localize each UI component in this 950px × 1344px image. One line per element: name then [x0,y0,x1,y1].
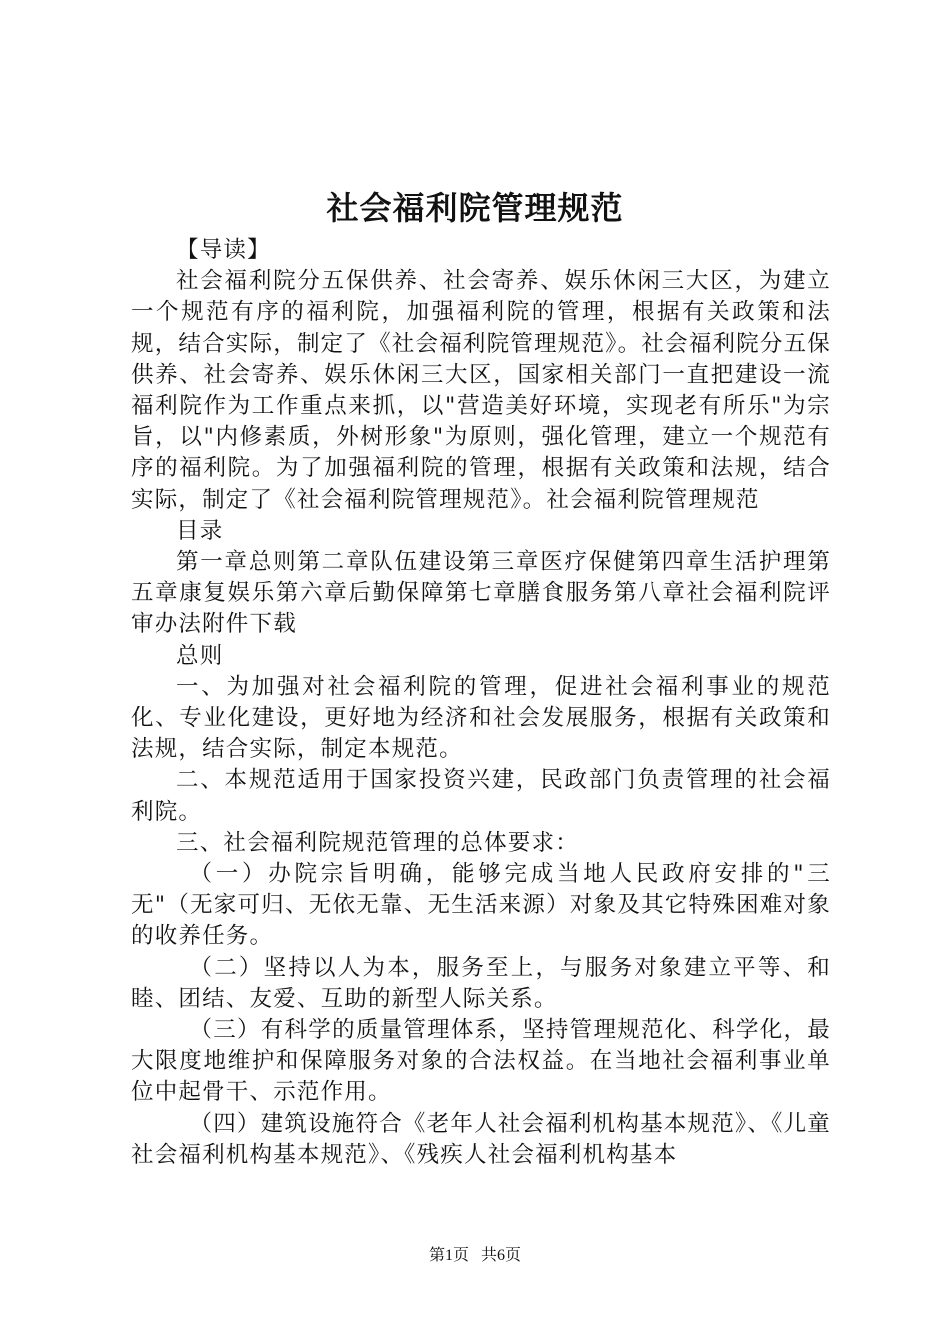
article-paragraph: 一、为加强对社会福利院的管理，促进社会福利事业的规范化、专业化建设，更好地为经济和社会发展服务，根据有关政策和法规，结合实际，制定本规范。 [131,673,831,763]
article-paragraph: 二、本规范适用于国家投资兴建，民政部门负责管理的社会福利院。 [131,767,831,825]
page-total: 共6页 [481,1247,522,1264]
page-footer [0,1246,950,1266]
clause-paragraph: （二）坚持以人为本，服务至上，与服务对象建立平等、和睦、团结、友爱、互助的新型人际关系。 [131,954,831,1012]
article-paragraph: 三、社会福利院规范管理的总体要求： [176,829,579,856]
page-number: 第1页 [428,1247,469,1264]
toc-paragraph: 第一章总则第二章队伍建设第三章医疗保健第四章生活护理第五章康复娱乐第六章后勤保障第七章膳食服务第八章社会福利院评审办法附件下载 [131,549,831,638]
lead-heading: 【导读】 [176,237,271,263]
clause-paragraph: （一）办院宗旨明确，能够完成当地人民政府安排的"三无"（无家可归、无依无靠、无生活来源）对象及其它特殊困难对象的收养任务。 [131,861,831,950]
clause-paragraph: （三）有科学的质量管理体系，坚持管理规范化、科学化，最大限度地维护和保障服务对象的合法权益。在当地社会福利事业单位中起骨干、示范作用。 [131,1017,831,1106]
document-body [131,235,831,1171]
section-heading: 总则 [176,642,224,669]
toc-heading: 目录 [176,517,224,544]
lead-paragraph: 社会福利院分五保供养、社会寄养、娱乐休闲三大区，为建立一个规范有序的福利院，加强福利院的管理，根据有关政策和法规，结合实际，制定了《社会福利院管理规范》。社会福利院分五保供养、社会寄养、娱乐休闲三大区，国家相关部门一直把建设一流福利院作为工作重点来抓，以"营造美好环境，实现老有所乐"为宗旨，以"内修素质，外树形象"为原则，强化管理，建立一个规范有序的福利院。为了加强福利院的管理，根据有关政策和法规，结合实际，制定了《社会福利院管理规范》。社会福利院管理规范 [131,268,831,513]
clause-paragraph: （四）建筑设施符合《老年人社会福利机构基本规范》、《儿童社会福利机构基本规范》、《残疾人社会福利机构基本 [131,1110,831,1168]
page-title: 社会福利院管理规范 [326,189,624,227]
